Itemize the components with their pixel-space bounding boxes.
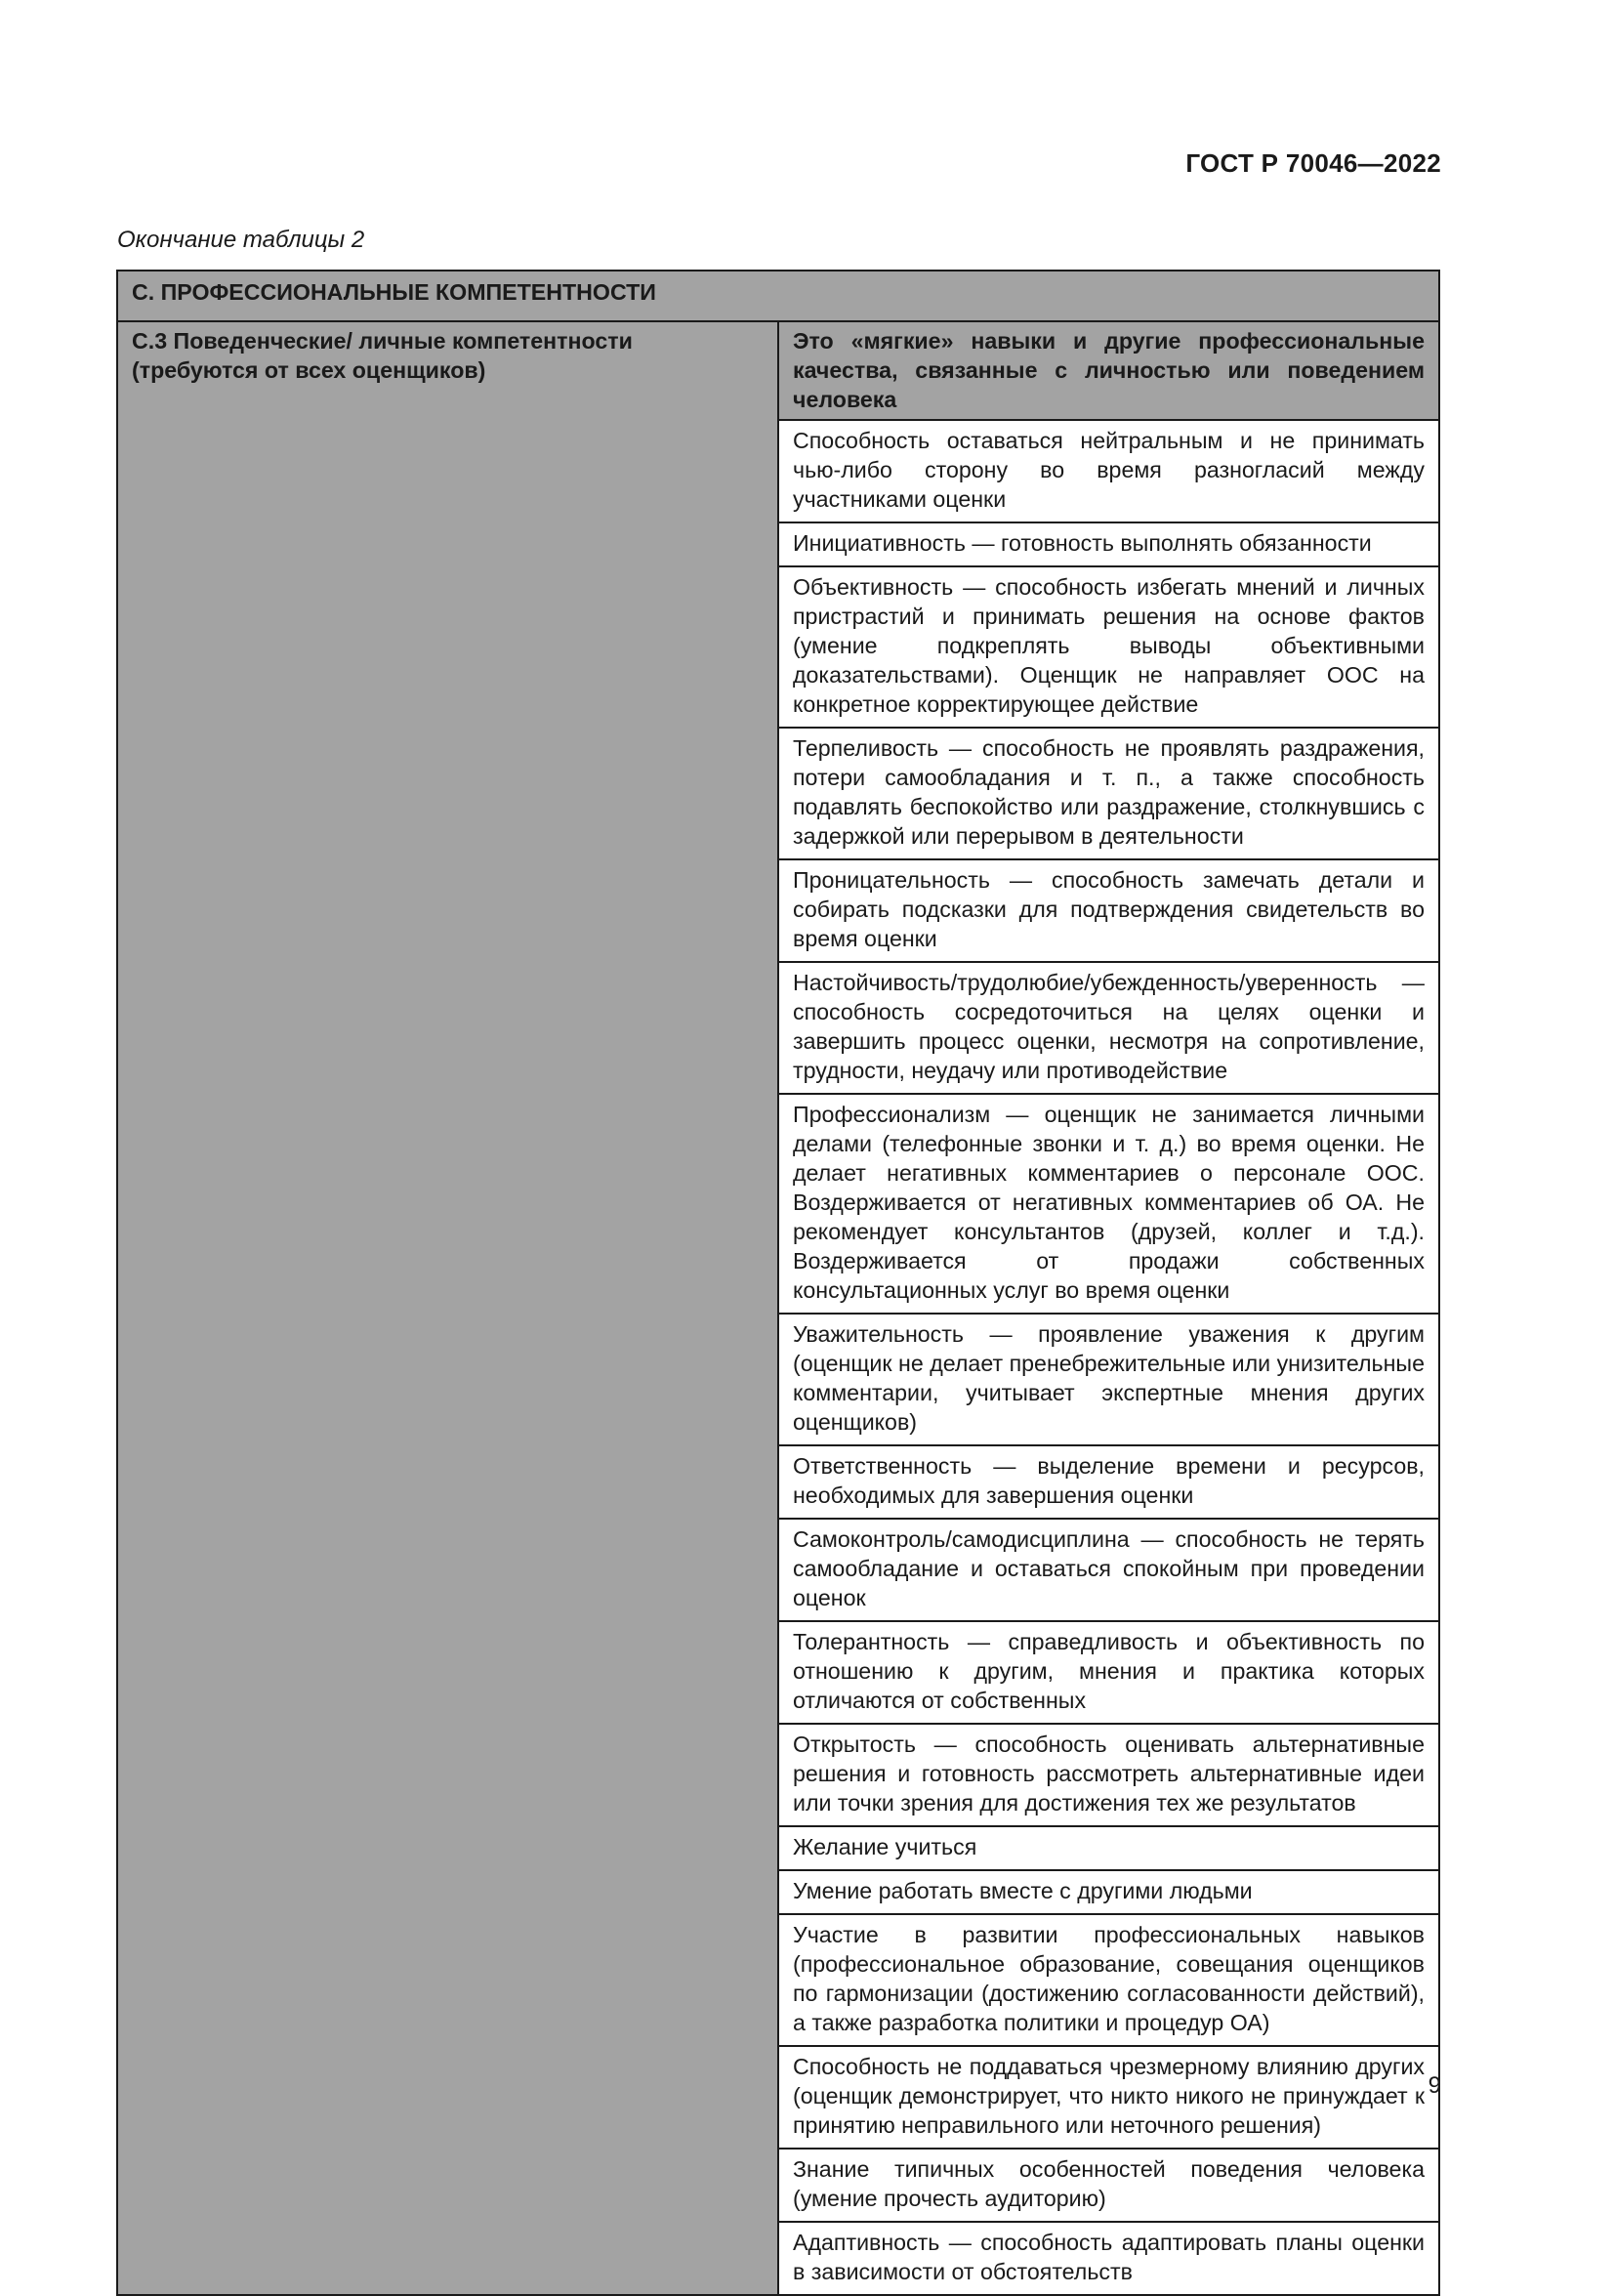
- competence-item: Проницательность — способность замечать детали и собирать подсказки для подтверждения свидетельств во время оценки: [778, 859, 1439, 962]
- competence-item: Инициативность — готовность выполнять обязанности: [778, 522, 1439, 566]
- competence-item: Ответственность — выделение времени и ресурсов, необходимых для завершения оценки: [778, 1445, 1439, 1519]
- competence-item: Открытость — способность оценивать альтернативные решения и готовность рассмотреть альтернативные идеи или точки зрения для достижения тех же результатов: [778, 1724, 1439, 1826]
- competence-item: Умение работать вместе с другими людьми: [778, 1870, 1439, 1914]
- competence-item: Уважительность — проявление уважения к другим (оценщик не делает пренебрежительные или унизительные комментарии, учитывает экспертные мнения других оценщиков): [778, 1314, 1439, 1445]
- competence-item: Настойчивость/трудолюбие/убежденность/уверенность — способность сосредоточиться на целях оценки и завершить процесс оценки, несмотря на сопротивление, трудности, неудачу или противодействие: [778, 962, 1439, 1094]
- competence-item: Самоконтроль/самодисциплина — способность не терять самообладание и оставаться спокойным при проведении оценок: [778, 1519, 1439, 1621]
- competence-item: Адаптивность — способность адаптировать планы оценки в зависимости от обстоятельств: [778, 2222, 1439, 2295]
- section-title: С. ПРОФЕССИОНАЛЬНЫЕ КОМПЕТЕНТНОСТИ: [117, 271, 1439, 321]
- competence-item: Знание типичных особенностей поведения человека (умение прочесть аудиторию): [778, 2149, 1439, 2222]
- category-intro: Это «мягкие» навыки и другие профессиональные качества, связанные с личностью или поведением человека: [778, 321, 1439, 420]
- table-caption: Окончание таблицы 2: [117, 227, 365, 253]
- competence-item: Толерантность — справедливость и объективность по отношению к другим, мнения и практика которых отличаются от собственных: [778, 1621, 1439, 1724]
- section-header-row: [117, 271, 1439, 321]
- competence-item: Способность не поддаваться чрезмерному влиянию других (оценщик демонстрирует, что никто никого не принуждает к принятию неправильного или неточного решения): [778, 2046, 1439, 2149]
- competence-item: Участие в развитии профессиональных навыков (профессиональное образование, совещания оценщиков по гармонизации (достижению согласованности действий), а также разработка политики и процедур ОА): [778, 1914, 1439, 2046]
- page-number: 9: [1428, 2072, 1441, 2099]
- competence-item: Желание учиться: [778, 1826, 1439, 1870]
- competence-item: Терпеливость — способность не проявлять раздражения, потери самообладания и т. п., а также способность подавлять беспокойство или раздражение, столкнувшись с задержкой или перерывом в деятельности: [778, 728, 1439, 859]
- document-code: ГОСТ Р 70046—2022: [1185, 148, 1441, 178]
- competence-item: Профессионализм — оценщик не занимается личными делами (телефонные звонки и т. д.) во время оценки. Не делает негативных комментариев о персонале ООС. Воздерживается от негативных комментариев об ОА. Не рекомендует консультантов (друзей, коллег и т.д.). Воздерживается от продажи собственных консультационных услуг во время оценки: [778, 1094, 1439, 1314]
- competence-table: [116, 270, 1440, 2296]
- competence-item: Объективность — способность избегать мнений и личных пристрастий и принимать решения на основе фактов (умение подкреплять выводы объективными доказательствами). Оценщик не направляет ООС на конкретное корректирующее действие: [778, 566, 1439, 728]
- category-label: С.3 Поведенческие/ личные компетентности (требуются от всех оценщиков): [117, 321, 778, 2295]
- competence-item: Способность оставаться нейтральным и не принимать чью-либо сторону во время разногласий между участниками оценки: [778, 420, 1439, 522]
- intro-row: [117, 321, 1439, 420]
